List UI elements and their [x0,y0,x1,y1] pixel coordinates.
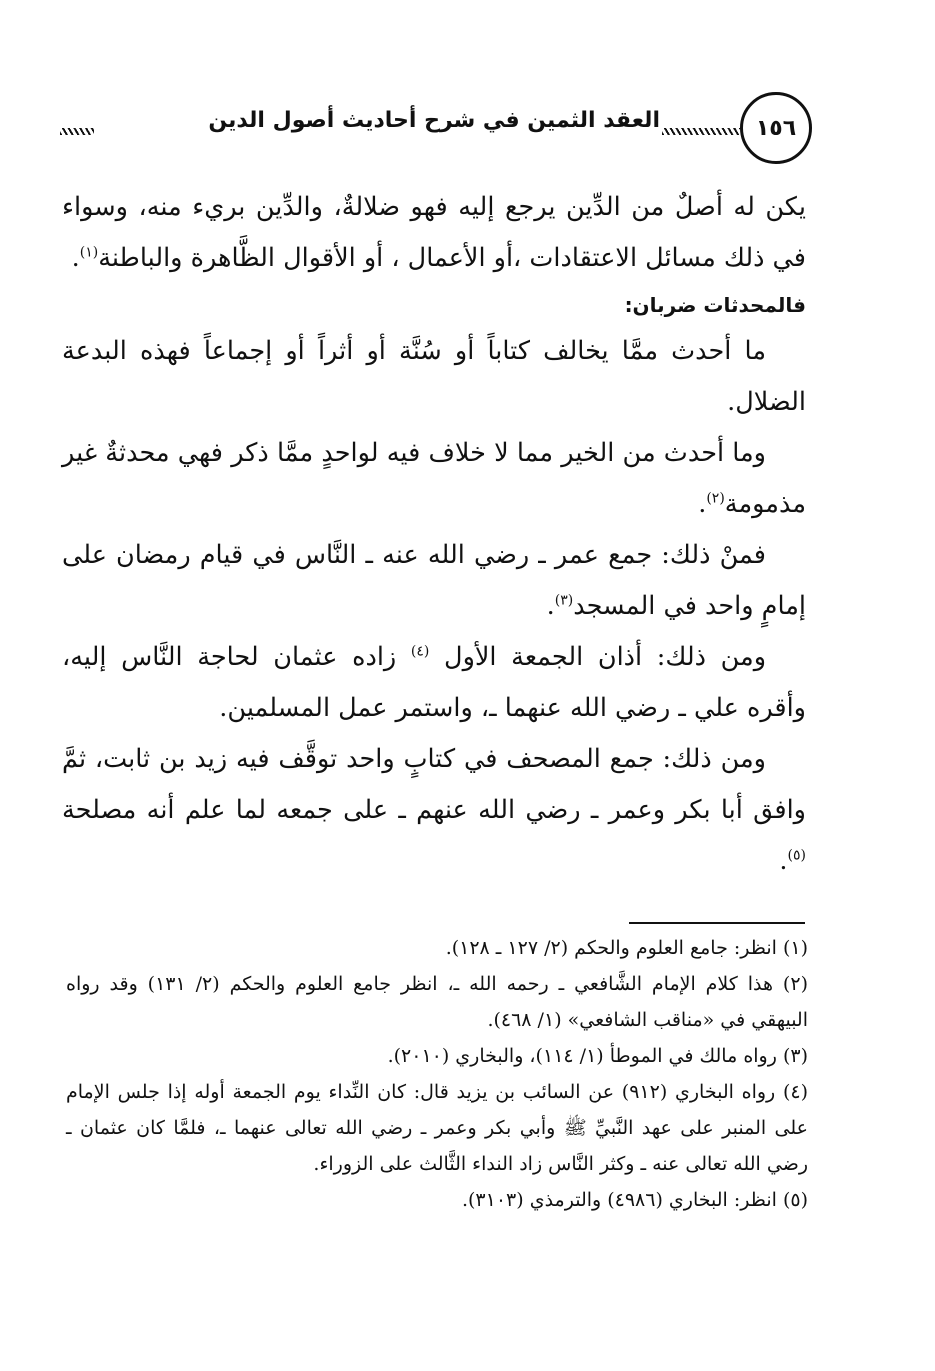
paragraph: وما أحدث من الخير مما لا خلاف فيه لواحدٍ ممَّا ذكر فهي محدثةٌ غير مذمومة$^{(٢)}$. [62,438,806,519]
footnote: (١) انظر: جامع العلوم والحكم (٢/ ١٢٧ ـ ١٢٨). [445,937,808,959]
footnote-ref: (٥) [787,847,806,864]
section-subheading: فالمحدثات ضربان: [624,293,806,317]
paragraph: ما أحدث ممَّا يخالف كتاباً أو سُنَّة أو أثراً أو إجماعاً فهذه البدعة الضلال. [62,336,806,417]
main-text [62,182,806,887]
paragraph-text: فمنْ ذلك: جمع عمر ـ رضي الله عنه ـ النَّاس في قيام رمضان على إمامٍ واحد في المسجد [62,540,806,621]
footnote-ref: (٤) [410,643,430,660]
footnotes [66,930,808,1218]
paragraph: يكن له أصلٌ من الدِّين يرجع إليه فهو ضلالةٌ، والدِّين بريء منه، وسواء في ذلك مسائل الاعتقادات ،أو الأعمال ، أو الأقوال الظَّاهرة والباطنة$^{(١)}$. [62,192,806,273]
footnote: (٤) رواه البخاري (٩١٢) عن السائب بن يزيد قال: كان النِّداء يوم الجمعة أوله إذا جلس الإمام على المنبر على عهد النَّبيِّ ﷺ وأبي بكر وعمر ـ رضي الله تعالى عنهما ـ، فلمَّا كان عثمان ـ رضي الله تعالى عنه ـ وكثر النَّاس زاد النداء الثَّالث على الزوراء. [66,1081,808,1175]
footnote-ref: (١) [79,244,99,261]
header-ornament-right [662,128,740,135]
paragraph [62,632,806,734]
paragraph: ومن ذلك: جمع المصحف في كتابٍ واحد توقَّف فيه زيد بن ثابت، ثمَّ وافق أبا بكر وعمر ـ رضي الله عنهم ـ على جمعه لما علم أنه مصلحة $^{(٥)}$. [62,744,806,876]
book-title: العقد الثمين في شرح أحاديث أصول الدين [208,108,660,133]
footnote-ref: (٢) [706,490,725,507]
paragraph-text: زاده عثمان لحاجة النَّاس إليه، وأقره علي ـ رضي الله عنهما ـ، واستمر عمل المسلمين. [62,642,806,723]
paragraph-text: ومن ذلك: جمع المصحف في كتابٍ واحد توقَّف فيه زيد بن ثابت، ثمَّ وافق أبا بكر وعمر ـ رضي الله عنهم ـ على جمعه لما علم أنه مصلحة [62,744,806,825]
footnote-ref: (٣) [554,592,574,609]
footnote: (٣) رواه مالك في الموطأ (١/ ١١٤)، والبخاري (٢٠١٠). [387,1045,808,1067]
footnote: (٥) انظر: البخاري (٤٩٨٦) والترمذي (٣١٠٣). [461,1189,808,1211]
footnote: (٢) هذا كلام الإمام الشَّافعي ـ رحمه الله ـ، انظر جامع العلوم والحكم (٢/ ١٣١) وقد رواه البيهقي في «مناقب الشافعي» (١/ ٤٦٨). [66,973,808,1031]
page-number: ١٥٦ [740,92,812,164]
paragraph-text: وما أحدث من الخير مما لا خلاف فيه لواحدٍ ممَّا ذكر فهي محدثةٌ غير مذمومة [62,438,806,519]
page-header [60,92,812,172]
paragraph: فمنْ ذلك: جمع عمر ـ رضي الله عنه ـ النَّاس في قيام رمضان على إمامٍ واحد في المسجد$^{(٣)}$. [62,540,806,621]
header-ornament-left [60,128,94,135]
paragraph-text: يكن له أصلٌ من الدِّين يرجع إليه فهو ضلالةٌ، والدِّين بريء منه، وسواء في ذلك مسائل الاعتقادات ،أو الأعمال ، أو الأقوال الظَّاهرة والباطنة [62,192,806,273]
paragraph-text: ومن ذلك: أذان الجمعة الأول [444,642,767,672]
footnote-separator [629,922,805,924]
